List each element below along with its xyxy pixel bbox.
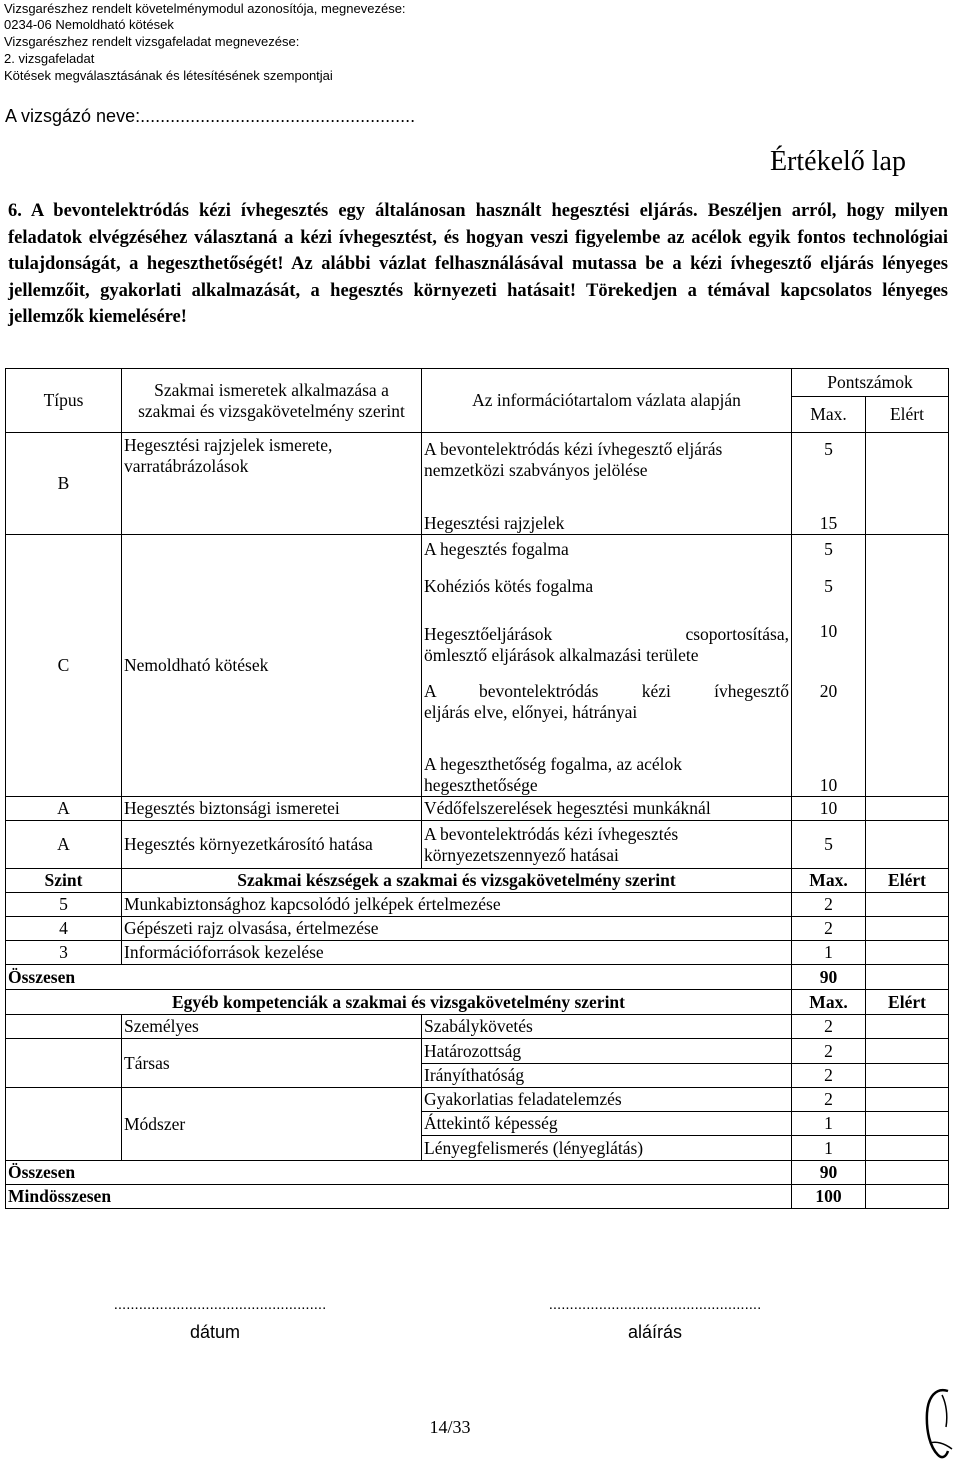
header-module-label: Vizsgarészhez rendelt követelménymodul azonosítója, megnevezése: [4, 1, 406, 16]
info-c-1: A hegesztés fogalma [422, 535, 792, 565]
max-b-1: 5 [792, 433, 866, 513]
evaluation-table [5, 368, 949, 1209]
achieved-c-5[interactable] [866, 745, 949, 797]
competency-max: 2 [792, 1015, 866, 1039]
max-a-2: 5 [792, 821, 866, 869]
competency-achieved[interactable] [866, 1064, 949, 1088]
handwritten-mark-icon [918, 1383, 958, 1463]
info-c-5-line2: hegeszthetősége [424, 775, 538, 795]
competency-item: Lényegfelismerés (lényeglátás) [422, 1136, 792, 1161]
competency-max: 2 [792, 1064, 866, 1088]
skill-text: Információforrások kezelése [122, 941, 792, 965]
topic-a-1: Hegesztés biztonsági ismeretei [122, 797, 422, 821]
info-c-4-line1: A bevontelektródás kézi ívhegesztő [424, 680, 789, 701]
achieved-c-4[interactable] [866, 681, 949, 745]
max-b-2: 15 [792, 513, 866, 535]
total-1-achieved[interactable] [866, 965, 949, 990]
candidate-name-line: A vizsgázó neve:....................................................... [5, 106, 416, 126]
skill-text: Gépészeti rajz olvasása, értelmezése [122, 917, 792, 941]
header-module-name: 0234-06 Nemoldható kötések [4, 17, 174, 32]
topic-b: Hegesztési rajzjelek ismerete, varratábrázolások [122, 433, 422, 535]
competency-personal: Személyes [122, 1015, 422, 1039]
skill-achieved[interactable] [866, 917, 949, 941]
header-max: Max. [792, 397, 866, 433]
total-2-achieved[interactable] [866, 1161, 949, 1185]
max-c-5: 10 [792, 745, 866, 797]
competency-item: Szabálykövetés [422, 1015, 792, 1039]
type-a-1: A [6, 797, 122, 821]
info-c-5 [422, 745, 792, 797]
competency-achieved[interactable] [866, 1112, 949, 1136]
skill-level: 3 [6, 941, 122, 965]
info-a-1: Védőfelszerelések hegesztési munkáknál [422, 797, 792, 821]
competency-method: Módszer [122, 1088, 422, 1161]
skills-level-header: Szint [6, 869, 122, 893]
competency-item: Határozottság [422, 1039, 792, 1064]
info-c-3-line2: ömlesztő eljárások alkalmazási területe [424, 644, 699, 665]
achieved-c-1[interactable] [866, 535, 949, 565]
max-c-2: 5 [792, 565, 866, 609]
achieved-a-1[interactable] [866, 797, 949, 821]
info-a-2: A bevontelektródás kézi ívhegesztés környezetszennyező hatásai [422, 821, 792, 869]
info-c-3-line1: Hegesztőeljárások csoportosítása, [424, 623, 789, 644]
max-c-4: 20 [792, 681, 866, 745]
competency-item: Gyakorlatias feladatelemzés [422, 1088, 792, 1112]
header-task-label: Vizsgarészhez rendelt vizsgafeladat megnevezése: [4, 34, 300, 49]
competency-social: Társas [122, 1039, 422, 1088]
page-title: Értékelő lap [769, 146, 906, 177]
competencies-max-header: Max. [792, 990, 866, 1015]
grand-total-max: 100 [792, 1185, 866, 1209]
date-line: ................................................... [113, 1296, 327, 1313]
competencies-header: Egyéb kompetenciák a szakmai és vizsgakövetelmény szerint [6, 990, 792, 1015]
achieved-c-2[interactable] [866, 565, 949, 609]
date-label: dátum [189, 1322, 241, 1342]
max-c-3: 10 [792, 609, 866, 681]
type-b: B [6, 433, 122, 535]
header-knowledge: Szakmai ismeretek alkalmazása a szakmai és vizsgakövetelmény szerint [122, 369, 422, 433]
competency-item: Irányíthatóság [422, 1064, 792, 1088]
competency-achieved[interactable] [866, 1015, 949, 1039]
skill-max: 2 [792, 893, 866, 917]
signature-line: ................................................... [548, 1296, 762, 1313]
header-points: Pontszámok [792, 369, 949, 397]
header-type: Típus [6, 369, 122, 433]
task-description: 6. A bevontelektródás kézi ívhegesztés egy általánosan használt hegesztési eljárás. Beszéljen arról, hogy milyen feladatok elvégzéséhez választaná a kézi ívhegesztést, és hogyan veszi figyelembe az acélok egyik fontos technológiai tulajdonságát, a hegeszthetőségét! Az alábbi vázlat felhasználásával mutassa be a kézi ívhegesztő eljárás lényeges jellemzőit, gyakorlati alkalmazását, a hegesztés környezeti hatásait! Törekedjen a témával kapcsolatos lényeges jellemzők kiemelésére! [8, 201, 948, 327]
skill-max: 2 [792, 917, 866, 941]
info-c-4-line2: eljárás elve, előnyei, hátrányai [424, 701, 638, 722]
topic-a-2: Hegesztés környezetkárosító hatása [122, 821, 422, 869]
competency-empty [6, 1088, 122, 1161]
competencies-achieved-header: Elért [866, 990, 949, 1015]
info-b-1: A bevontelektródás kézi ívhegesztő eljárás nemzetközi szabványos jelölése [422, 433, 792, 513]
grand-total-achieved[interactable] [866, 1185, 949, 1209]
competency-max: 2 [792, 1039, 866, 1064]
max-a-1: 10 [792, 797, 866, 821]
competency-max: 2 [792, 1088, 866, 1112]
skills-header: Szakmai készségek a szakmai és vizsgakövetelmény szerint [122, 869, 792, 893]
skill-max: 1 [792, 941, 866, 965]
topic-c: Nemoldható kötések [122, 535, 422, 797]
competency-max: 1 [792, 1136, 866, 1161]
achieved-c-3[interactable] [866, 609, 949, 681]
total-1-max: 90 [792, 965, 866, 990]
info-c-5-line1: A hegeszthetőség fogalma, az acélok [424, 754, 683, 774]
achieved-a-2[interactable] [866, 821, 949, 869]
skill-text: Munkabiztonsághoz kapcsolódó jelképek értelmezése [122, 893, 792, 917]
competency-achieved[interactable] [866, 1088, 949, 1112]
page-number: 14/33 [429, 1417, 471, 1437]
skill-level: 4 [6, 917, 122, 941]
skills-max-header: Max. [792, 869, 866, 893]
info-c-2: Kohéziós kötés fogalma [422, 565, 792, 609]
competency-achieved[interactable] [866, 1039, 949, 1064]
skills-achieved-header: Elért [866, 869, 949, 893]
info-b-2: Hegesztési rajzjelek [422, 513, 792, 535]
competency-empty [6, 1039, 122, 1088]
max-c-1: 5 [792, 535, 866, 565]
achieved-b-2[interactable] [866, 513, 949, 535]
competency-achieved[interactable] [866, 1136, 949, 1161]
type-c: C [6, 535, 122, 797]
header-task-name: Kötések megválasztásának és létesítésének szempontjai [4, 68, 333, 83]
competency-item: Áttekintő képesség [422, 1112, 792, 1136]
header-achieved: Elért [866, 397, 949, 433]
type-a-2: A [6, 821, 122, 869]
grand-total-label: Mindösszesen [6, 1185, 792, 1209]
total-1-label: Összesen [6, 965, 792, 990]
skill-level: 5 [6, 893, 122, 917]
total-2-label: Összesen [6, 1161, 792, 1185]
info-c-3 [422, 609, 792, 681]
header-task-number: 2. vizsgafeladat [4, 51, 95, 66]
competency-max: 1 [792, 1112, 866, 1136]
header-info: Az információtartalom vázlata alapján [422, 369, 792, 433]
signature-label: aláírás [627, 1322, 683, 1342]
achieved-b-1[interactable] [866, 433, 949, 513]
skill-achieved[interactable] [866, 893, 949, 917]
competency-empty [6, 1015, 122, 1039]
skill-achieved[interactable] [866, 941, 949, 965]
total-2-max: 90 [792, 1161, 866, 1185]
info-c-4 [422, 681, 792, 745]
